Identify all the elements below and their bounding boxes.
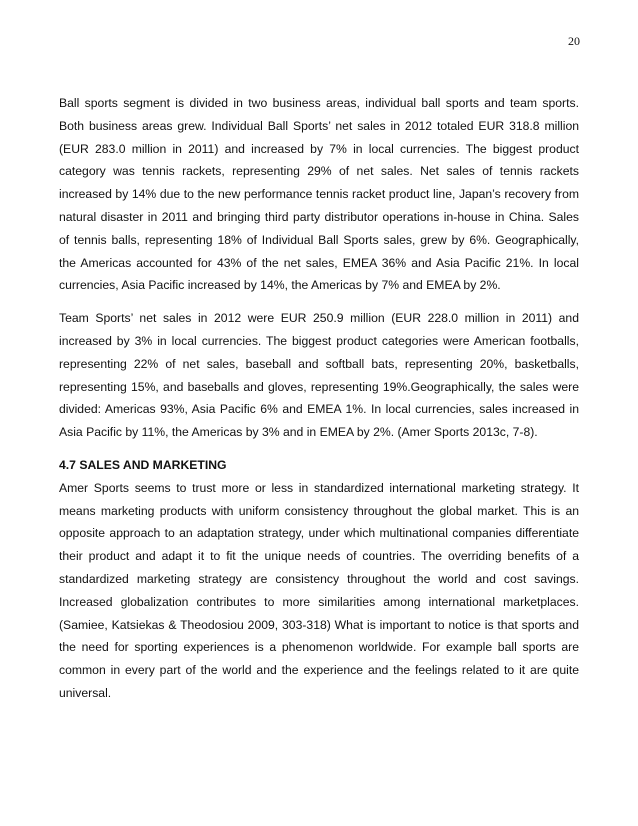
paragraph-marketing: Amer Sports seems to trust more or less in standardized international marketing strategy. It means marketing products with uniform consistency throughout the global market. This is an opposite approach to an adaptation strategy, under which multinational companies differentiate their product and adapt it to fit the unique needs of countries. The overriding benefits of a standardized marketing strategy are consistency throughout the world and cost savings. Increased globalization contributes to more similarities among international marketplaces. (Samiee, Katsiekas & Theodosiou 2009, 303-318) What is important to notice is that sports and the need for sporting experiences is a phenomenon worldwide. For example ball sports are common in every part of the world and the experience and the feelings related to it are quite universal. bbox=[59, 480, 579, 700]
page-number: 20 bbox=[568, 34, 580, 48]
paragraph-ball-sports: Ball sports segment is divided in two business areas, individual ball sports and team sports. Both business areas grew. Individual Ball Sports’ net sales in 2012 totaled EUR 318.8 million (EUR 283.0 million in 2011) and increased by 7% in local currencies. The biggest product category was tennis rackets, representing 29% of net sales. Net sales of tennis rackets increased by 14% due to the new performance tennis racket product line, Japan’s recovery from natural disaster in 2011 and bringing third party distributor operations in-house in China. Sales of tennis balls, representing 18% of Individual Ball Sports sales, grew by 6%. Geographically, the Americas accounted for 43% of the net sales, EMEA 36% and Asia Pacific 21%. In local currencies, Asia Pacific increased by 14%, the Americas by 7% and EMEA by 2%. bbox=[59, 96, 579, 293]
section-heading: 4.7 SALES AND MARKETING bbox=[59, 457, 227, 472]
paragraph-team-sports: Team Sports’ net sales in 2012 were EUR 250.9 million (EUR 228.0 million in 2011) and increased by 3% in local currencies. The biggest product categories were American footballs, representing 22% of net sales, baseball and softball bats, representing 20%, basketballs, representing 15%, and baseballs and gloves, representing 19%.Geographically, the sales were divided: Americas 93%, Asia Pacific 6% and EMEA 1%. In local currencies, sales increased in Asia Pacific by 11%, the Americas by 3% and in EMEA by 2%. (Amer Sports 2013c, 7-8). bbox=[59, 311, 579, 440]
document-body bbox=[59, 92, 579, 705]
